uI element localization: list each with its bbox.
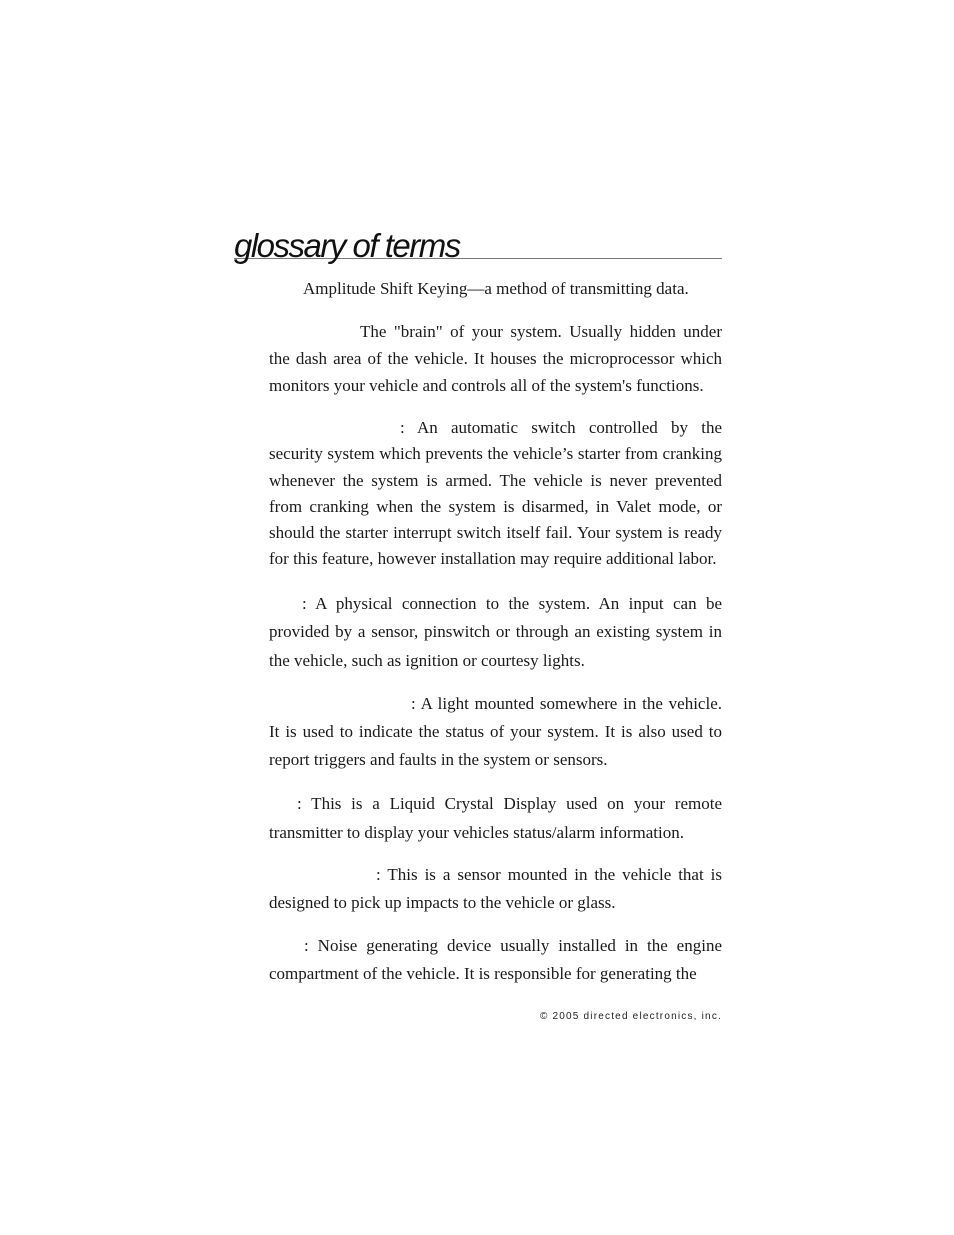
glossary-entry-lcd: : This is a Liquid Crystal Display used on your remote transmitter to display your vehicles status/alarm information. xyxy=(269,794,722,842)
glossary-entry-siren: : Noise generating device usually installed in the engine compartment of the vehicle. It is responsible for generating the xyxy=(269,936,722,983)
glossary-entry-starter-interrupt: : An automatic switch controlled by the security system which prevents the vehicle’s starter from cranking whenever the system is armed. The vehicle is never prevented from cranking when the system is disarmed, in Valet mode, or should the starter interrupt switch itself fail. Your system is ready for this feature, however installation may require additional labor. xyxy=(269,418,722,569)
page-title: glossary of terms xyxy=(234,227,460,264)
glossary-entry-input: : A physical connection to the system. An input can be provided by a sensor, pinswitch or through an existing system in the vehicle, such as ignition or courtesy lights. xyxy=(269,594,722,670)
glossary-entry-control-module: The "brain" of your system. Usually hidden under the dash area of the vehicle. It houses the microprocessor which monitors your vehicle and controls all of the system's functions. xyxy=(269,322,722,395)
glossary-entry-ask: Amplitude Shift Keying—a method of transmitting data. xyxy=(303,279,689,298)
copyright-footer: © 2005 directed electronics, inc. xyxy=(539,1011,722,1022)
title-rule xyxy=(234,218,722,264)
glossary-entry-shock-sensor: : This is a sensor mounted in the vehicle that is designed to pick up impacts to the vehicle or glass. xyxy=(269,865,722,912)
glossary-entry-status-led: : A light mounted somewhere in the vehicle. It is used to indicate the status of your system. It is also used to report triggers and faults in the system or sensors. xyxy=(269,694,722,769)
